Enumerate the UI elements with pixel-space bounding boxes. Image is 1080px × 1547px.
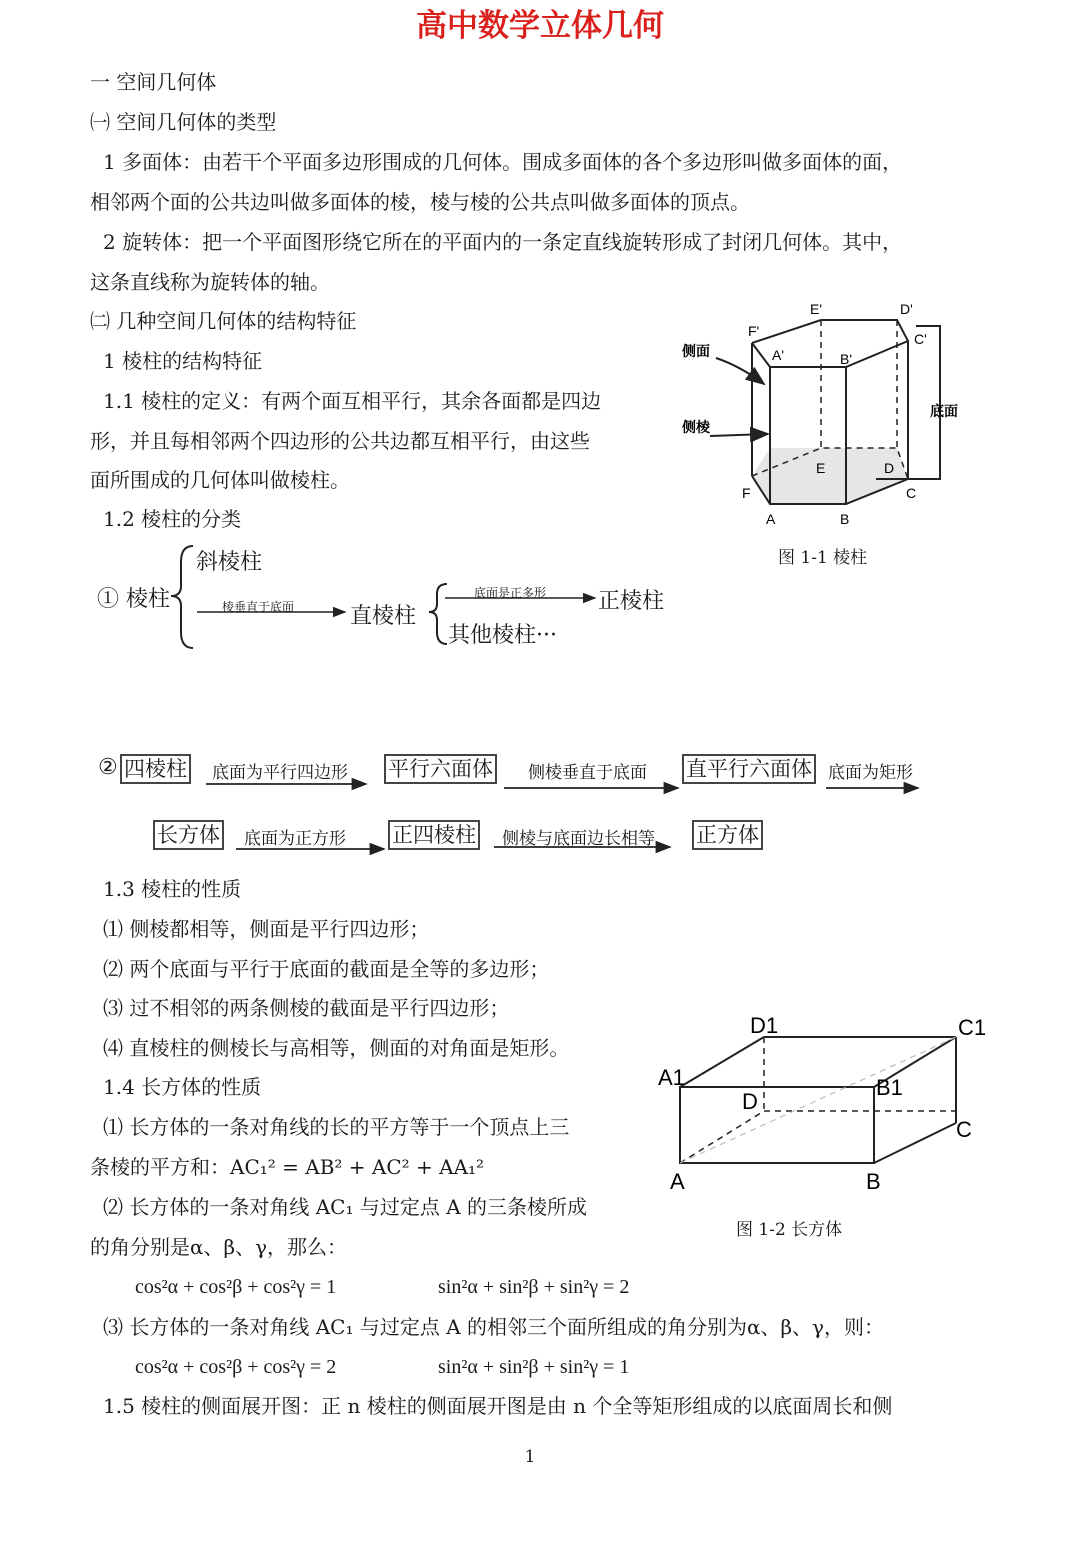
formula: sin²α + sin²β + sin²γ = 1 bbox=[438, 1356, 630, 1378]
vertex-label: D bbox=[742, 1089, 758, 1114]
vertex-label: A bbox=[670, 1169, 685, 1194]
edge bbox=[874, 1123, 956, 1163]
property-item: ⑴ 长方体的一条对角线的长的平方等于一个顶点上三 bbox=[103, 1115, 570, 1139]
chain-condition: 侧棱与底面边长相等 bbox=[502, 829, 655, 849]
oblique-prism-label: 斜棱柱 bbox=[196, 550, 263, 575]
vertex-label: C1 bbox=[958, 1015, 987, 1040]
paragraph-line: 的角分别是α、β、γ，那么： bbox=[90, 1235, 348, 1259]
property-item: ⑵ 长方体的一条对角线 AC₁ 与过定点 A 的三条棱所成 bbox=[103, 1195, 587, 1219]
vertex-label: B1 bbox=[876, 1075, 903, 1100]
paragraph-line: 相邻两个面的公共边叫做多面体的棱，棱与棱的公共点叫做多面体的顶点。 bbox=[90, 190, 750, 214]
vertex-label: D' bbox=[900, 301, 913, 317]
paragraph-line: 1 多面体：由若干个平面多边形围成的几何体。围成多面体的各个多边形叫做多面体的面， bbox=[103, 150, 903, 174]
subsection-heading: ㈡ 几种空间几何体的结构特征 bbox=[90, 309, 357, 333]
property-item: ⑴ 侧棱都相等，侧面是平行四边形； bbox=[103, 917, 430, 941]
classification-root: ① 棱柱 bbox=[97, 587, 170, 612]
property-item: ⑵ 两个底面与平行于底面的截面是全等的多边形； bbox=[103, 957, 550, 981]
formula: sin²α + sin²β + sin²γ = 2 bbox=[438, 1276, 630, 1298]
vertex-label: D1 bbox=[750, 1013, 779, 1038]
property-item: ⑷ 直棱柱的侧棱长与高相等，侧面的对角面是矩形。 bbox=[103, 1036, 570, 1060]
formula: cos²α + cos²β + cos²γ = 1 bbox=[135, 1276, 337, 1298]
formula: cos²α + cos²β + cos²γ = 2 bbox=[135, 1356, 337, 1378]
edge bbox=[680, 1037, 764, 1087]
chain-condition: 侧棱垂直于底面 bbox=[528, 763, 647, 783]
vertex-label: A bbox=[766, 511, 776, 527]
paragraph-line: 2 旋转体：把一个平面图形绕它所在的平面内的一条定直线旋转形成了封闭几何体。其中， bbox=[103, 230, 903, 254]
vertex-label: B bbox=[866, 1169, 881, 1194]
bottom-base-fill bbox=[752, 448, 908, 504]
base-label: 底面 bbox=[930, 403, 958, 419]
topic-heading: 1 棱柱的结构特征 bbox=[103, 349, 263, 373]
chain-condition: 底面为正方形 bbox=[244, 829, 346, 849]
chain-box-right-parallelepiped: 直平行六面体 bbox=[682, 754, 816, 784]
chain-box-parallelepiped: 平行六面体 bbox=[384, 754, 497, 784]
regular-prism-label: 正棱柱 bbox=[598, 589, 665, 614]
condition-label: 底面是正多形 bbox=[474, 586, 547, 600]
vertex-label: B' bbox=[840, 351, 853, 367]
page-number: 1 bbox=[524, 1447, 536, 1467]
chain-box-regular-quadrangular-prism: 正四棱柱 bbox=[388, 820, 480, 850]
chain-box-cube: 正方体 bbox=[692, 820, 763, 850]
chain-box-cuboid: 长方体 bbox=[153, 820, 224, 850]
page-title: 高中数学立体几何 bbox=[416, 8, 664, 44]
chain-arrows bbox=[0, 770, 1080, 860]
paragraph-line: 条棱的平方和：AC₁² = AB² + AC² + AA₁² bbox=[90, 1155, 485, 1179]
front-face bbox=[680, 1087, 874, 1163]
paragraph-line: 1.1 棱柱的定义：有两个面互相平行，其余各面都是四边 bbox=[103, 389, 602, 413]
vertex-label: E' bbox=[810, 301, 823, 317]
side-edge-arrow bbox=[710, 434, 768, 436]
inner-brace bbox=[429, 584, 447, 644]
chain-box-quadrangular-prism: 四棱柱 bbox=[120, 754, 191, 784]
vertex-label: C' bbox=[914, 331, 927, 347]
chain-condition: 底面为矩形 bbox=[828, 763, 913, 783]
topic-heading: 1.4 长方体的性质 bbox=[103, 1075, 262, 1099]
condition-label: 棱垂直于底面 bbox=[222, 600, 295, 614]
right-prism-label: 直棱柱 bbox=[350, 604, 417, 629]
vertex-label: A' bbox=[772, 347, 785, 363]
paragraph-line: 这条直线称为旋转体的轴。 bbox=[90, 270, 330, 294]
section-heading: 一 空间几何体 bbox=[90, 70, 217, 94]
property-item: ⑶ 过不相邻的两条侧棱的截面是平行四边形； bbox=[103, 996, 510, 1020]
hidden-edge bbox=[680, 1111, 764, 1163]
vertex-label: D bbox=[884, 460, 895, 476]
topic-heading: 1.2 棱柱的分类 bbox=[103, 507, 242, 531]
vertex-label: F' bbox=[748, 323, 760, 339]
figure-caption: 图 1-1 棱柱 bbox=[778, 548, 868, 568]
property-item: ⑶ 长方体的一条对角线 AC₁ 与过定点 A 的相邻三个面所组成的角分别为α、β、γ，则： bbox=[103, 1315, 885, 1339]
side-edge-label: 侧棱 bbox=[682, 419, 710, 435]
paragraph-line: 形，并且每相邻两个四边形的公共边都互相平行，由这些 bbox=[90, 429, 590, 453]
topic-heading: 1.5 棱柱的侧面展开图：正 n 棱柱的侧面展开图是由 n 个全等矩形组成的以底面周长和侧 bbox=[103, 1394, 893, 1418]
vertex-label: C bbox=[956, 1117, 972, 1142]
chain-number: ② bbox=[98, 755, 118, 780]
topic-heading: 1.3 棱柱的性质 bbox=[103, 877, 242, 901]
vertex-label: C bbox=[906, 485, 917, 501]
chain-condition: 底面为平行四边形 bbox=[212, 763, 348, 783]
figure-caption: 图 1-2 长方体 bbox=[736, 1220, 843, 1240]
vertex-label: E bbox=[816, 460, 826, 476]
subsection-heading: ㈠ 空间几何体的类型 bbox=[90, 110, 277, 134]
paragraph-line: 面所围成的几何体叫做棱柱。 bbox=[90, 468, 350, 492]
prism-figure bbox=[668, 296, 988, 536]
vertex-label: B bbox=[840, 511, 850, 527]
side-face-arrow bbox=[716, 358, 764, 384]
vertex-label: A1 bbox=[658, 1065, 685, 1090]
side-face-label: 侧面 bbox=[682, 343, 710, 359]
left-brace bbox=[171, 546, 193, 648]
cuboid-figure bbox=[650, 1005, 1000, 1205]
other-prism-label: 其他棱柱··· bbox=[448, 623, 557, 648]
vertex-label: F bbox=[742, 485, 751, 501]
